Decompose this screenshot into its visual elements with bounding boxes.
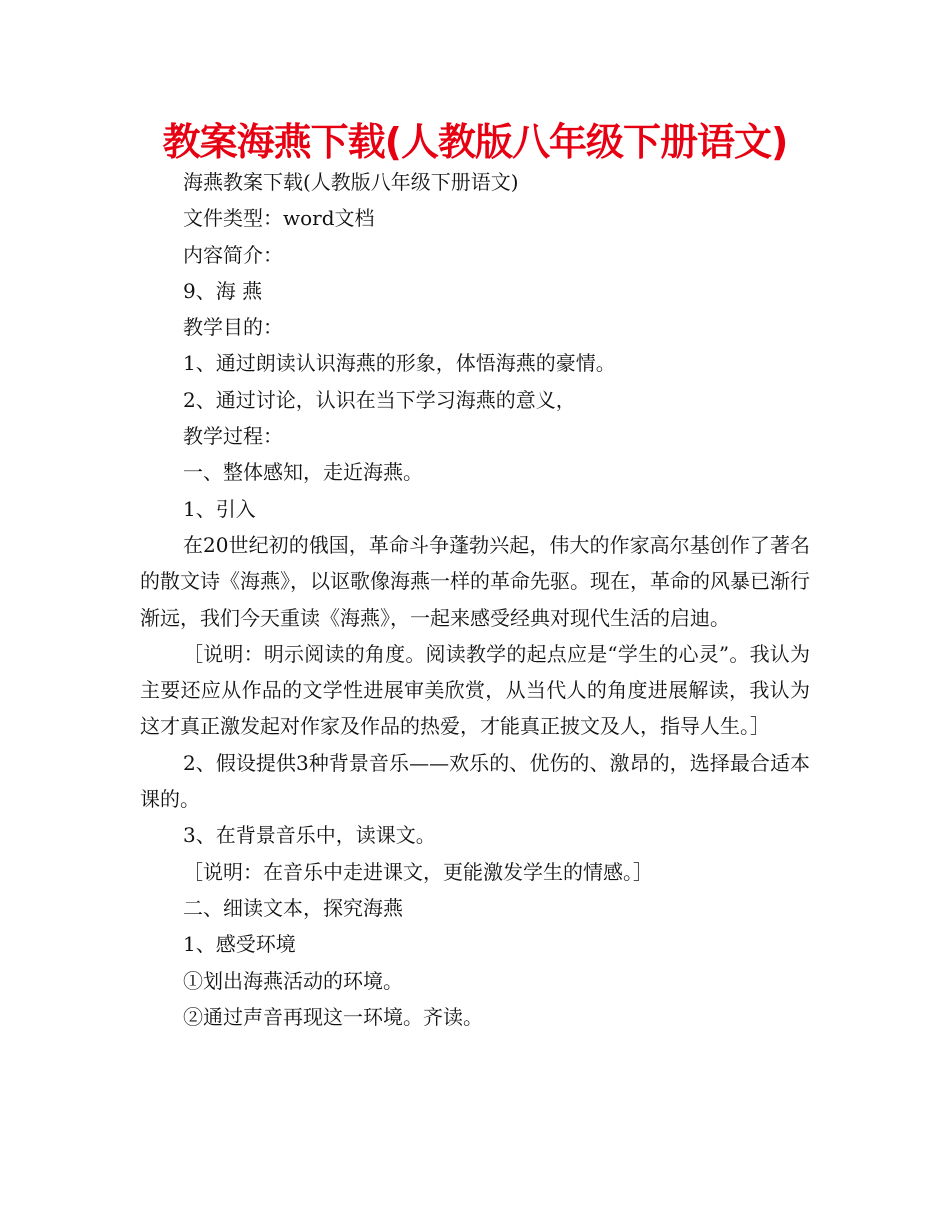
paragraph-lesson-number: 9、海 燕 <box>183 278 263 303</box>
paragraph-step-3: 3、在背景音乐中，读课文。 <box>183 823 436 848</box>
paragraph-introduction: 1、引入 <box>183 496 256 521</box>
paragraph-introduction-body: 在20世纪初的俄国，革命斗争蓬勃兴起，伟大的作家高尔基创作了著名的散文诗《海燕》，以讴歌像海燕一样的革命先驱。现在，革命的风暴已渐行渐远，我们今天重读《海燕》，一起来感受经典对现代生活的启迪。 <box>140 532 810 630</box>
paragraph-objective-2: 2、通过讨论，认识在当下学习海燕的意义， <box>183 387 576 412</box>
paragraph-note-2: ［说明：在音乐中走进课文，更能激发学生的情感。］ <box>183 859 653 884</box>
paragraph-section-1: 一、整体感知，走近海燕。 <box>183 460 423 485</box>
paragraph-process-heading: 教学过程： <box>183 424 283 449</box>
document-body <box>140 164 810 1035</box>
document-title: 教案海燕下载(人教版八年级下册语文) <box>162 120 788 164</box>
paragraph-subtitle: 海燕教案下载(人教版八年级下册语文) <box>183 170 519 194</box>
paragraph-step-2: 2、假设提供3种背景音乐——欢乐的、优伤的、激昂的，选择最合适本课的。 <box>140 750 810 812</box>
paragraph-objective-1: 1、通过朗读认识海燕的形象，体悟海燕的豪情。 <box>183 351 616 376</box>
paragraph-section-2: 二、细读文本，探究海燕 <box>183 895 403 920</box>
paragraph-item-1: ①划出海燕活动的环境。 <box>183 968 403 993</box>
paragraph-summary-label: 内容简介： <box>183 242 283 267</box>
paragraph-note-1: ［说明：明示阅读的角度。阅读教学的起点应是“学生的心灵”。我认为主要还应从作品的文学性进展审美欣赏，从当代人的角度进展解读，我认为这才真正激发起对作家及作品的热爱，才能真正披文及人，指导人生。］ <box>140 641 810 739</box>
paragraph-item-2: ②通过声音再现这一环境。齐读。 <box>183 1004 483 1029</box>
paragraph-feel-environment: 1、感受环境 <box>183 932 296 957</box>
paragraph-file-type: 文件类型：word文档 <box>183 206 375 231</box>
paragraph-objectives-heading: 教学目的： <box>183 315 283 340</box>
